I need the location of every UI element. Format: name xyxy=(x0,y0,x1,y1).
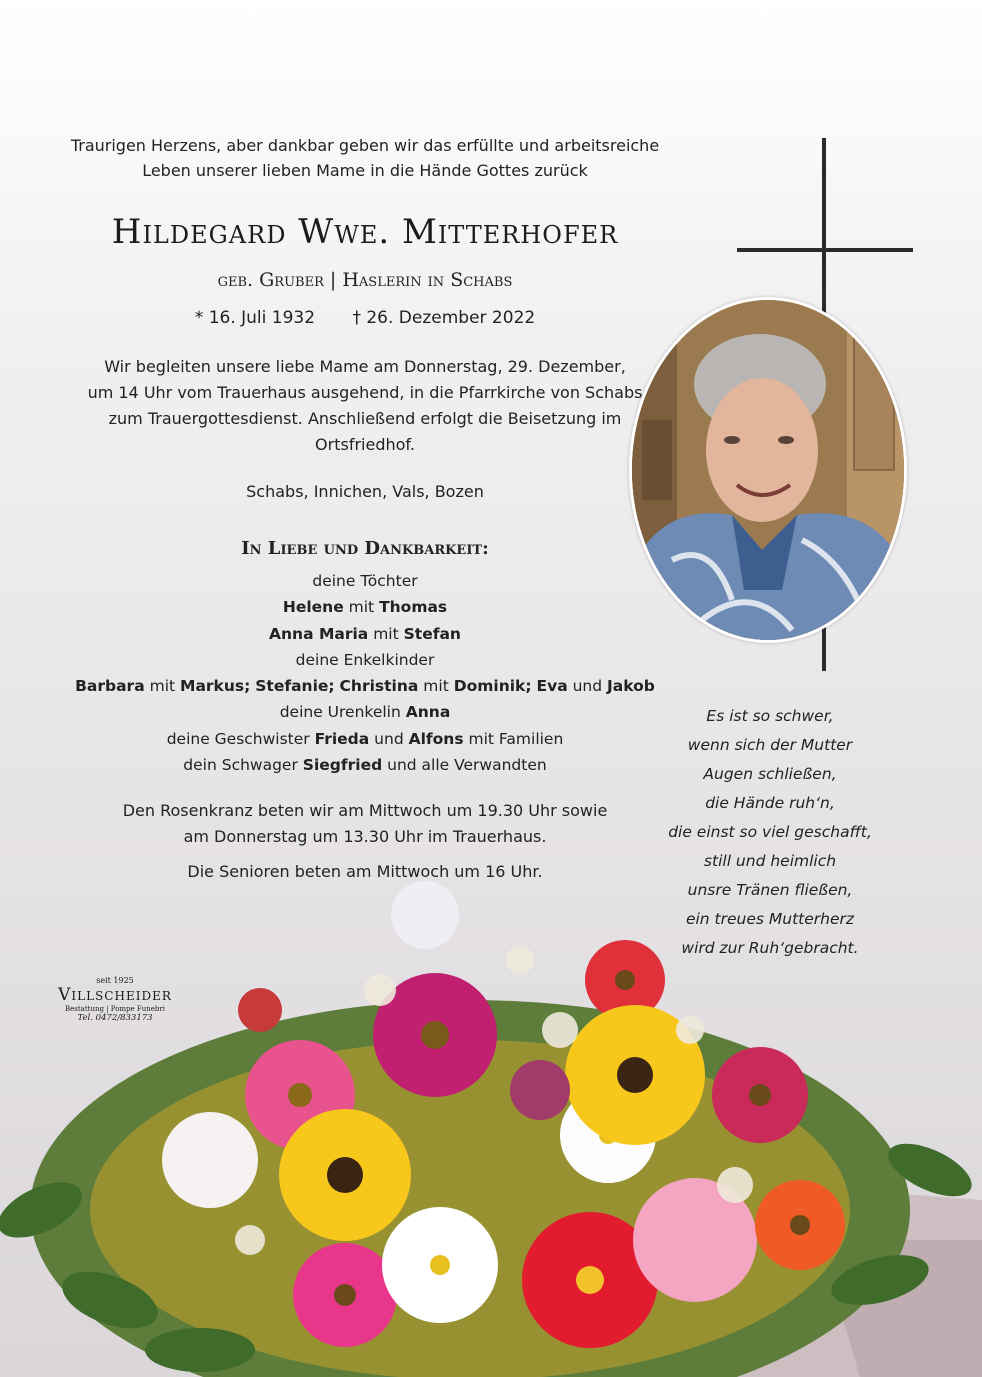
poem-line: still und heimlich xyxy=(703,852,837,870)
deceased-name: Hildegard Wwe. Mitterhofer xyxy=(111,212,619,252)
deceased-subtitle: geb. Gruber | Haslerin in Schabs xyxy=(217,269,513,291)
funeral-line-4: Ortsfriedhof. xyxy=(315,435,415,454)
cross-bar xyxy=(737,248,913,252)
funeral-line-3: zum Trauergottesdienst. Anschließend erfolgt die Beisetzung im xyxy=(108,409,622,428)
poem-line: wird zur Ruh‘gebracht. xyxy=(681,939,859,957)
funeral-line-1: Wir begleiten unsere liebe Mame am Donnerstag, 29. Dezember, xyxy=(104,357,626,376)
flower-arrangement-image xyxy=(0,880,982,1377)
seniors-notice: Die Senioren beten am Mittwoch um 16 Uhr. xyxy=(187,862,543,881)
poem-line: Es ist so schwer, xyxy=(706,707,834,725)
poem-line: unsre Tränen fließen, xyxy=(687,881,853,899)
poem-line: die Hände ruh‘n, xyxy=(705,794,835,812)
rosary-line-2: am Donnerstag um 13.30 Uhr im Trauerhaus. xyxy=(183,827,547,846)
undertaker-services: Bestattung | Pompe Funebri xyxy=(64,1005,165,1013)
thanks-heading: In Liebe und Dankbarkeit: xyxy=(241,538,489,559)
undertaker-logo xyxy=(40,976,190,1023)
undertaker-name: Villscheider xyxy=(58,985,172,1005)
places: Schabs, Innichen, Vals, Bozen xyxy=(246,482,484,501)
intro-line-2: Leben unserer lieben Mame in die Hände Gottes zurück xyxy=(142,161,588,180)
daughter-2: Anna Maria mit Stefan xyxy=(269,624,461,643)
funeral-notice xyxy=(40,354,690,458)
life-dates xyxy=(40,308,690,328)
rosary-line-1: Den Rosenkranz beten wir am Mittwoch um 19.30 Uhr sowie xyxy=(122,801,608,820)
undertaker-phone: Tel. 0472/833173 xyxy=(77,1013,153,1023)
family-list xyxy=(40,568,690,778)
poem-line: Augen schließen, xyxy=(703,765,837,783)
death-date: † 26. Dezember 2022 xyxy=(352,308,536,328)
daughter-1: Helene mit Thomas xyxy=(282,598,448,617)
daughters-label: deine Töchter xyxy=(312,572,418,590)
poem-line: wenn sich der Mutter xyxy=(687,736,853,754)
great-grandchild: deine Urenkelin Anna xyxy=(279,703,451,722)
portrait-photo xyxy=(629,297,907,643)
undertaker-since: seit 1925 xyxy=(96,976,134,985)
grandchildren-label: deine Enkelkinder xyxy=(295,650,435,669)
poem-line: die einst so viel geschafft, xyxy=(668,823,872,841)
brother-in-law: dein Schwager Siegfried und alle Verwandten xyxy=(183,756,547,775)
siblings: deine Geschwister Frieda und Alfons mit Familien xyxy=(166,729,564,748)
birth-date: * 16. Juli 1932 xyxy=(194,308,316,328)
grandchildren: Barbara mit Markus; Stefanie; Christina mit Dominik; Eva und Jakob xyxy=(75,677,655,696)
portrait-illustration xyxy=(632,300,904,640)
rosary-notice xyxy=(40,798,690,850)
intro-line-1: Traurigen Herzens, aber dankbar geben wir das erfüllte und arbeitsreiche xyxy=(70,136,660,155)
funeral-line-2: um 14 Uhr vom Trauerhaus ausgehend, in die Pfarrkirche von Schabs xyxy=(87,383,643,402)
poem-line: ein treues Mutterherz xyxy=(685,910,855,928)
intro-text xyxy=(40,133,690,183)
